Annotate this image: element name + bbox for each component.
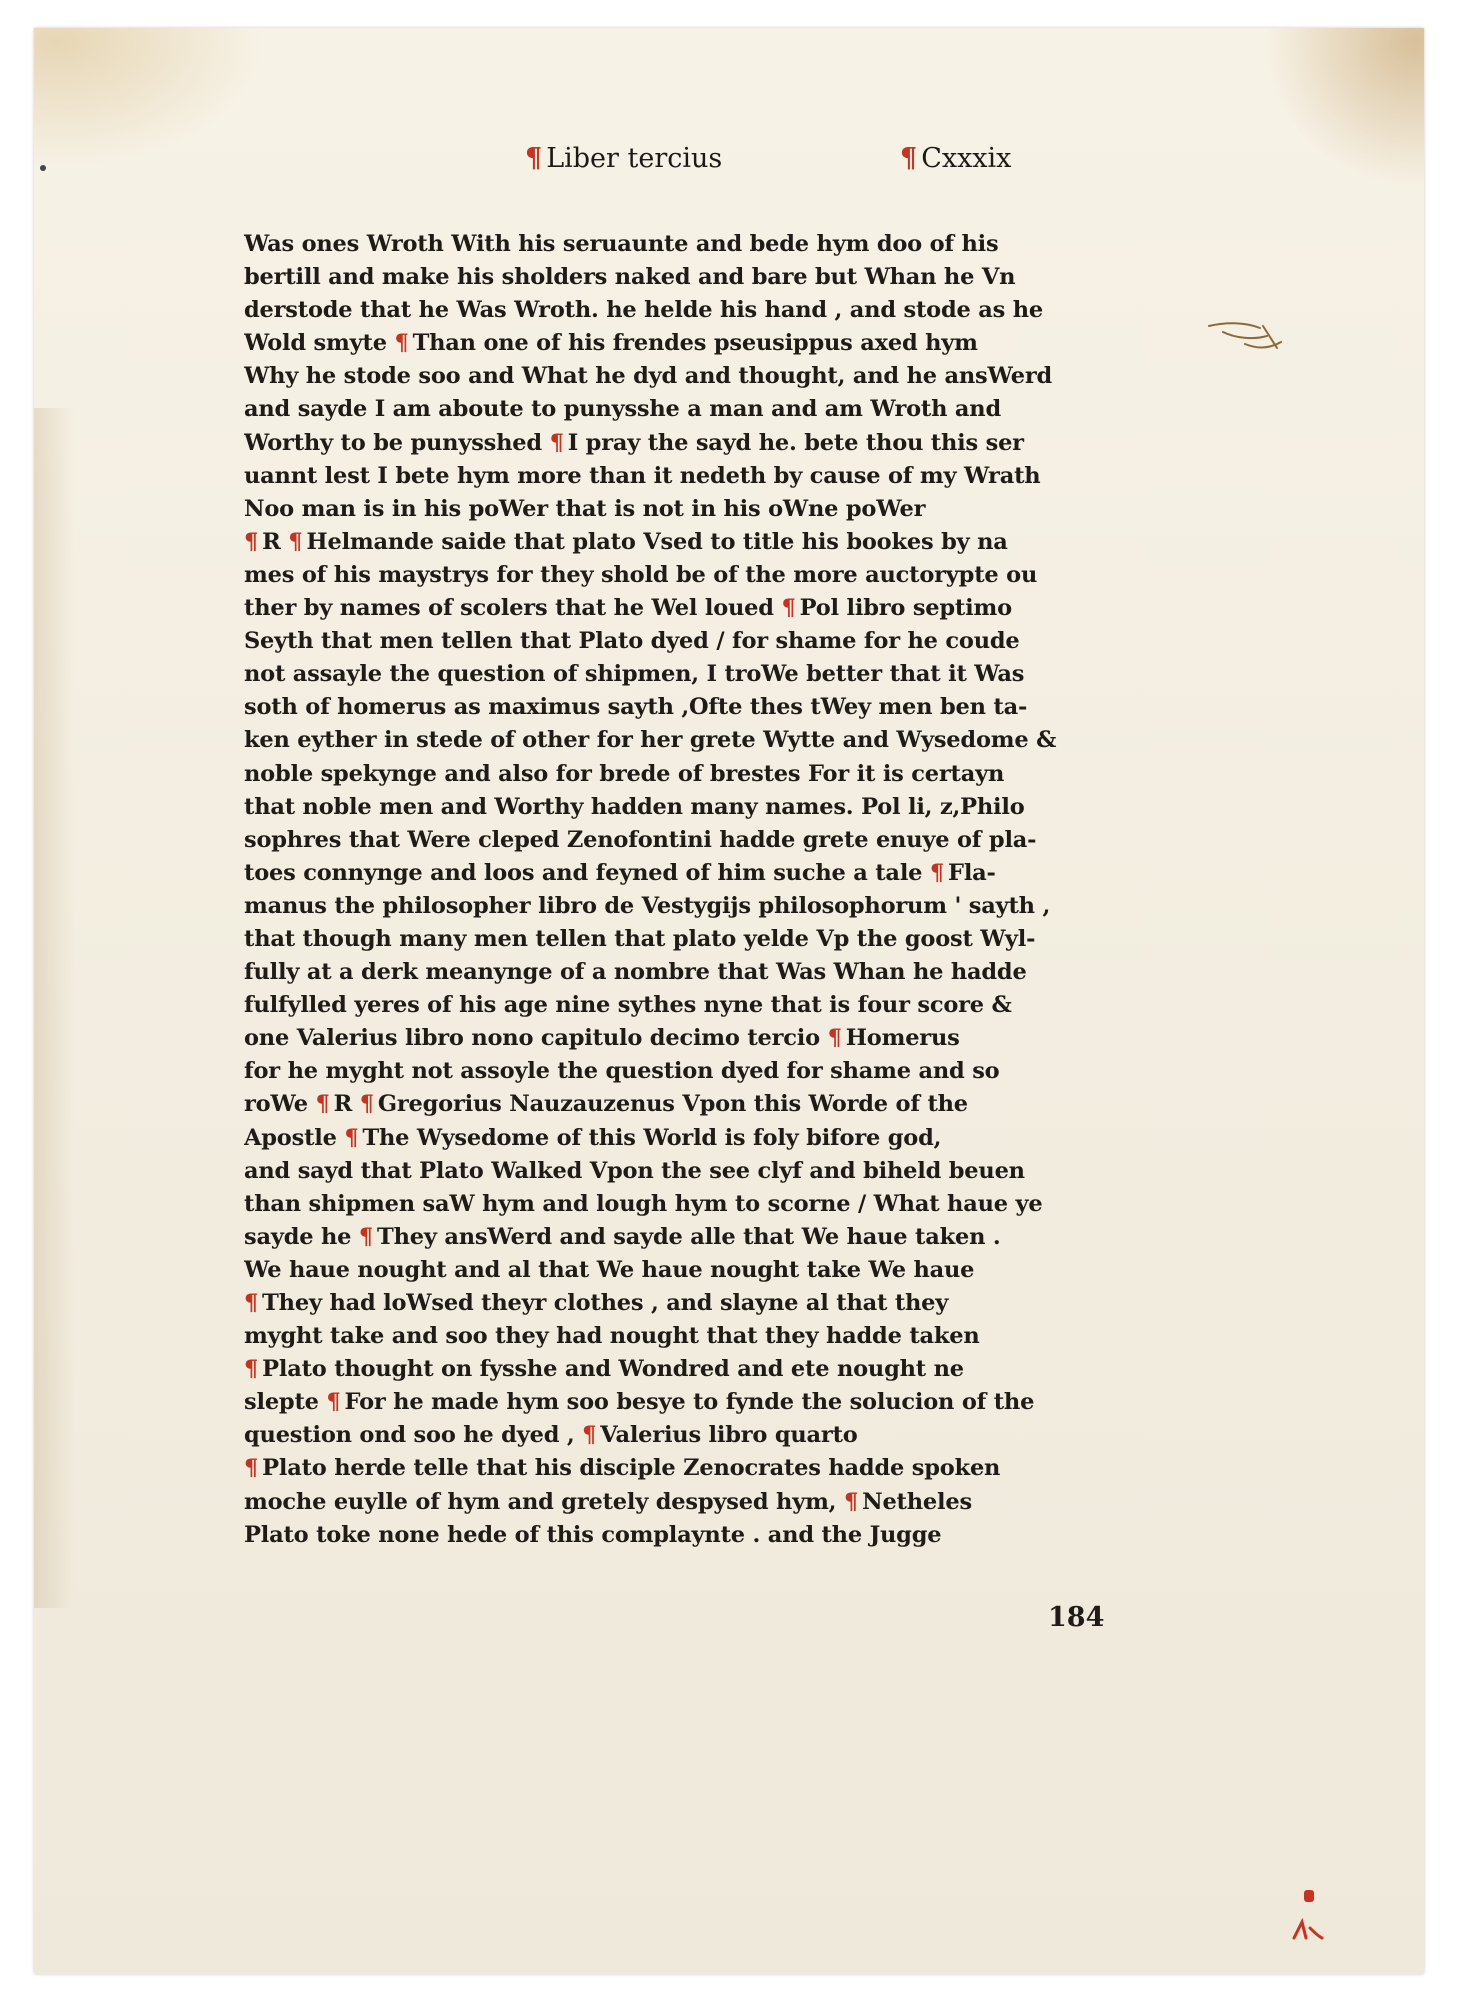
text-line: roWe ¶ R ¶ Gregorius Nauzauzenus Vpon this Worde of the [244,1091,968,1118]
text-line: Was ones Wroth With his seruaunte and bede hym doo of his [244,231,999,257]
text-line: sayde he ¶ They ansWerd and sayde alle that We haue taken . [244,1223,1001,1250]
pilcrow-icon: ¶ [315,1091,330,1118]
text-line: for he myght not assoyle the question dyed for shame and so [244,1058,1000,1085]
text-line: ken eyther in stede of other for her grete Wytte and Wysedome & [244,727,1057,754]
folio-number-text: Cxxxix [921,143,1012,174]
text-line: We haue nought and al that We haue nought take We haue [244,1256,975,1283]
pilcrow-icon: ¶ [781,595,796,622]
text-line: uannt lest I bete hym more than it nedeth by cause of my Wrath [244,462,1041,489]
pilcrow-icon: ¶ [827,1025,842,1052]
text-line: manus the philosopher libro de Vestygijs philosophorum ' sayth , [244,892,1051,919]
pilcrow-icon: ¶ [326,1389,341,1416]
text-line: Why he stode soo and What he dyd and thought, and he ansWerd [244,363,1053,390]
running-head [0,143,1464,187]
text-line: not assayle the question of shipmen, I troWe better that it Was [244,661,1025,688]
pilcrow-icon: ¶ [244,1290,259,1316]
text-line: fully at a derk meanynge of a nombre that Was Whan he hadde [244,959,1027,986]
running-title-text: Liber tercius [546,143,723,174]
text-line: ¶ R ¶ Helmande saide that plato Vsed to title his bookes by na [244,528,1008,555]
marginal-annotation-icon [1205,318,1295,358]
text-line: question ond soo he dyed , ¶ Valerius libro quarto [244,1422,858,1449]
text-line: than shipmen saW hym and lough hym to scorne / What haue ye [244,1190,1043,1217]
running-title [525,143,722,174]
text-line: Seyth that men tellen that Plato dyed / for shame for he coude [244,628,1020,655]
text-line: toes connynge and loos and feyned of him suche a tale ¶ Fla- [244,859,996,886]
text-line: mes of his maystrys for they shold be of the more auctorypte ou [244,561,1038,588]
text-line: ¶ Plato thought on fysshe and Wondred and ete nought ne [244,1356,964,1383]
text-line: that noble men and Worthy hadden many names. Pol li, z,Philo [244,793,1025,820]
text-line: that though many men tellen that plato yelde Vp the goost Wyl- [244,925,1036,952]
pilcrow-icon: ¶ [582,1422,597,1449]
pilcrow-icon: ¶ [929,859,945,886]
text-line: soth of homerus as maximus sayth ,Ofte thes tWey men ben ta- [244,694,1028,721]
pilcrow-icon: ¶ [244,528,259,555]
text-line: Noo man is in his poWer that is not in his oWne poWer [244,495,926,522]
text-line: and sayde I am aboute to punysshe a man and am Wroth and [244,396,1001,423]
pilcrow-icon: ¶ [344,1124,359,1151]
text-line: bertill and make his sholders naked and bare but Whan he Vn [244,264,1016,291]
red-ink-mark-icon [1288,1888,1328,1948]
main-text-block [244,228,1114,1552]
text-line: Plato toke none hede of this complaynte . and the Jugge [244,1521,942,1548]
text-line: Apostle ¶ The Wysedome of this World is foly bifore god, [244,1124,942,1151]
pilcrow-icon: ¶ [549,429,564,456]
foxing-stain-left-edge [34,408,74,1608]
text-line: Wold smyte ¶ Than one of his frendes pseusippus axed hym [244,330,978,357]
pilcrow-icon: ¶ [900,143,918,174]
text-line: derstode that he Was Wroth. he helde his hand , and stode as he [244,297,1043,324]
pilcrow-icon: ¶ [843,1488,859,1515]
text-line: one Valerius libro nono capitulo decimo tercio ¶ Homerus [244,1025,960,1052]
page-number: 184 [1048,1602,1105,1633]
text-line: myght take and soo they had nought that they hadde taken [244,1323,980,1350]
text-line: ther by names of scolers that he Wel loued ¶ Pol libro septimo [244,595,1012,622]
text-line: ¶ Plato herde telle that his disciple Zenocrates hadde spoken [244,1455,1001,1482]
text-line: ¶ They had loWsed theyr clothes , and slayne al that they [244,1290,949,1316]
text-line: sophres that Were cleped Zenofontini hadde grete enuye of pla- [244,826,1037,853]
pilcrow-icon: ¶ [394,330,409,357]
text-line: Worthy to be punysshed ¶ I pray the sayd he. bete thou this ser [244,429,1024,456]
folio-number [900,143,1011,174]
pilcrow-icon: ¶ [359,1091,374,1118]
pilcrow-icon: ¶ [244,1455,259,1482]
pilcrow-icon: ¶ [244,1356,259,1383]
text-line: moche euylle of hym and gretely despysed hym, ¶ Netheles [244,1488,972,1515]
pilcrow-icon: ¶ [358,1223,374,1250]
text-line: and sayd that Plato Walked Vpon the see clyf and biheld beuen [244,1157,1025,1184]
pilcrow-icon: ¶ [288,528,303,555]
text-line: fulfylled yeres of his age nine sythes nyne that is four score & [244,992,1012,1019]
text-line: slepte ¶ For he made hym soo besye to fynde the solucion of the [244,1389,1035,1416]
pilcrow-icon: ¶ [525,143,543,174]
text-line: noble spekynge and also for brede of brestes For it is certayn [244,760,1005,787]
